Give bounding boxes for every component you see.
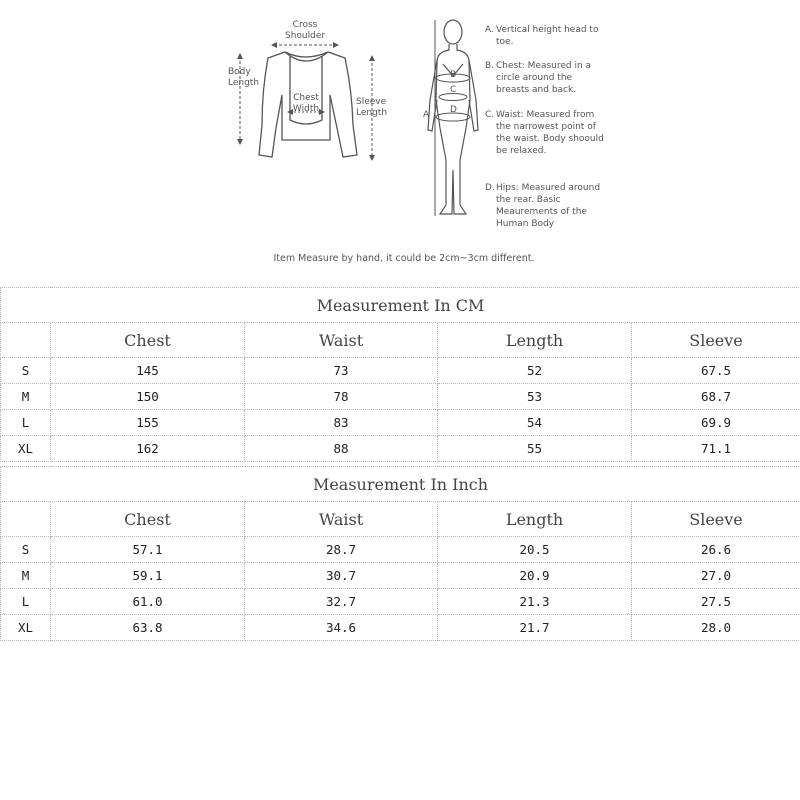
sleeve-length-label: Sleeve Length	[356, 97, 388, 118]
table-row	[1, 410, 800, 436]
sleeve-value: 71.1	[632, 436, 800, 462]
chest-value: 63.8	[51, 615, 245, 641]
body-letter-c: C	[450, 85, 457, 95]
length-value: 55	[438, 436, 632, 462]
measurement-diagram	[0, 0, 800, 280]
body-letter-b: B	[450, 70, 457, 80]
legend-item-a: A. Vertical height head to toe.	[485, 25, 599, 47]
column-header-waist: Waist	[245, 323, 438, 358]
size-label: L	[1, 410, 51, 436]
body-letter-a: A	[423, 110, 430, 120]
chest-value: 59.1	[51, 563, 245, 589]
chest-value: 61.0	[51, 589, 245, 615]
size-label: M	[1, 563, 51, 589]
table-row	[1, 563, 800, 589]
waist-value: 30.7	[245, 563, 438, 589]
waist-value: 34.6	[245, 615, 438, 641]
waist-value: 78	[245, 384, 438, 410]
length-value: 53	[438, 384, 632, 410]
column-header-length: Length	[438, 323, 632, 358]
garment-and-body-illustration	[0, 0, 800, 250]
table-cm	[0, 287, 800, 462]
chest-width-label: Chest Width	[292, 93, 320, 114]
size-label: XL	[1, 615, 51, 641]
length-value: 52	[438, 358, 632, 384]
column-header-sleeve: Sleeve	[632, 502, 800, 537]
legend-item-c: C. Waist: Measured from the narrowest point of the waist. Body shoould be relaxed.	[485, 110, 604, 156]
measurement-note: Item Measure by hand, it could be 2cm~3cm different.	[273, 253, 535, 264]
table-row	[1, 436, 800, 462]
corner-cell	[1, 502, 51, 537]
sleeve-value: 27.5	[632, 589, 800, 615]
column-header-length: Length	[438, 502, 632, 537]
sleeve-value: 26.6	[632, 537, 800, 563]
column-header-chest: Chest	[51, 502, 245, 537]
table-row	[1, 589, 800, 615]
table-title: Measurement In Inch	[1, 467, 800, 502]
table-row	[1, 358, 800, 384]
waist-value: 28.7	[245, 537, 438, 563]
chest-value: 57.1	[51, 537, 245, 563]
waist-value: 32.7	[245, 589, 438, 615]
chest-value: 145	[51, 358, 245, 384]
length-value: 21.7	[438, 615, 632, 641]
length-value: 54	[438, 410, 632, 436]
length-value: 21.3	[438, 589, 632, 615]
body-letter-d: D	[450, 105, 457, 115]
length-value: 20.5	[438, 537, 632, 563]
length-value: 20.9	[438, 563, 632, 589]
sleeve-value: 67.5	[632, 358, 800, 384]
table-row	[1, 384, 800, 410]
size-label: S	[1, 358, 51, 384]
sleeve-value: 69.9	[632, 410, 800, 436]
table-title: Measurement In CM	[1, 288, 800, 323]
waist-value: 73	[245, 358, 438, 384]
size-label: L	[1, 589, 51, 615]
column-header-sleeve: Sleeve	[632, 323, 800, 358]
legend-item-b: B. Chest: Measured in a circle around the breasts and back.	[485, 61, 592, 95]
column-header-waist: Waist	[245, 502, 438, 537]
waist-value: 83	[245, 410, 438, 436]
size-label: S	[1, 537, 51, 563]
sleeve-value: 27.0	[632, 563, 800, 589]
column-header-chest: Chest	[51, 323, 245, 358]
sleeve-value: 28.0	[632, 615, 800, 641]
sleeve-value: 68.7	[632, 384, 800, 410]
size-label: XL	[1, 436, 51, 462]
cross-shoulder-label: Cross Shoulder	[285, 20, 326, 41]
body-length-label: Body Length	[228, 67, 260, 88]
table-row	[1, 537, 800, 563]
corner-cell	[1, 323, 51, 358]
chest-value: 162	[51, 436, 245, 462]
table-inch	[0, 466, 800, 641]
legend-item-d: D. Hips: Measured around the rear. Basic Meaurements of the Human Body	[485, 183, 601, 229]
chest-value: 150	[51, 384, 245, 410]
chest-value: 155	[51, 410, 245, 436]
table-row	[1, 615, 800, 641]
size-label: M	[1, 384, 51, 410]
waist-value: 88	[245, 436, 438, 462]
